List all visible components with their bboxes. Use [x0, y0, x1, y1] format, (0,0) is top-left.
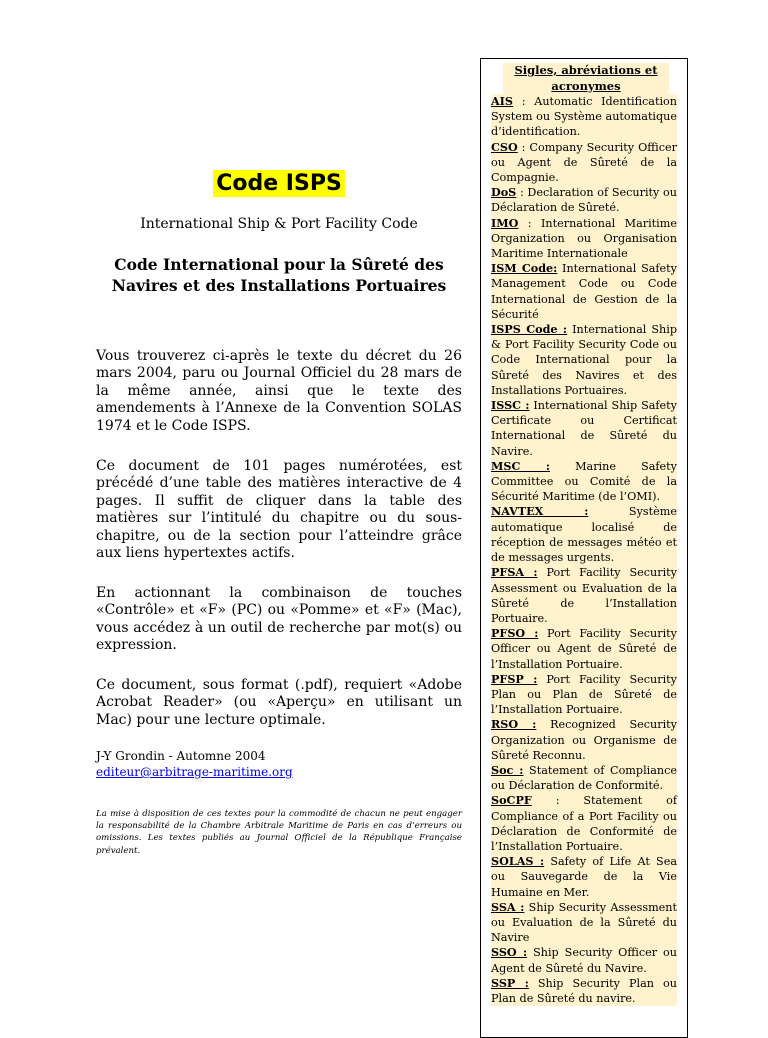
sidebar-title: Sigles, abréviations et acronymes [503, 63, 669, 94]
acronym-entry [491, 672, 677, 718]
acronym-definition: Ship Security Plan ou Plan de Sûreté du navire. [491, 976, 677, 1005]
acronym-entry [491, 398, 677, 459]
acronym-entry [491, 459, 677, 505]
intro-paragraph-4: Ce document, sous format (.pdf), requiert «Adobe Acrobat Reader» (ou «Aperçu» en utilisant un Mac) pour une lecture optimale. [96, 677, 462, 728]
acronym-definition: Port Facility Security Plan ou Plan de Sûreté de l’Installation Portuaire. [491, 672, 677, 717]
document-subtitle: International Ship & Port Facility Code [140, 216, 418, 232]
acronym-abbr: PFSO : [491, 626, 539, 641]
acronym-abbr: SOLAS : [491, 854, 545, 869]
acronym-definition: International Ship Safety Certificate ou Certificat International de Sûreté du Navire. [491, 399, 677, 458]
acronym-entry [491, 717, 677, 763]
acronym-entry [491, 945, 677, 975]
acronym-abbr: SoCPF [491, 793, 532, 808]
acronym-entry [491, 261, 677, 322]
acronym-abbr: AIS [491, 94, 513, 108]
acronym-abbr: RSO : [491, 717, 537, 732]
acronym-entry [491, 140, 677, 186]
acronym-entry [491, 854, 677, 900]
acronym-definition: : Statement of Compliance of a Port Facility ou Déclaration de Conformité de l’Installation Portuaire. [491, 794, 677, 853]
acronym-abbr: SSP : [491, 975, 529, 990]
acronym-definition: : Declaration of Security ou Déclaration de Sûreté. [491, 186, 677, 215]
acronym-entry [491, 626, 677, 672]
acronym-list [491, 94, 677, 1006]
acronym-abbr: Soc : [491, 762, 524, 777]
acronym-abbr: NAVTEX : [491, 504, 589, 519]
acronym-definition: Système automatique localisé de réception de messages météo et de messages urgents. [491, 505, 677, 565]
title-block [96, 170, 462, 197]
acronym-entry [491, 94, 677, 140]
acronym-entry [491, 793, 677, 854]
acronym-abbr: DoS [491, 185, 517, 200]
acronym-abbr: IMO [491, 215, 519, 230]
acronyms-sidebar [480, 58, 688, 1038]
acronym-abbr: SSO : [491, 945, 528, 960]
acronym-entry [491, 763, 677, 793]
intro-paragraph-1: Vous trouverez ci-après le texte du décret du 26 mars 2004, paru ou Journal Officiel du 28 mars de la même année, ainsi que le texte des amendements à l’Annexe de la Convention SOLAS 1974 et le Code ISPS. [96, 348, 462, 434]
acronym-definition: Statement of Compliance ou Déclaration de Conformité. [491, 763, 677, 793]
acronym-abbr: ISSC : [491, 398, 530, 413]
acronym-entry [491, 185, 677, 215]
acronym-definition: Port Facility Security Assessment ou Evaluation de la Sûreté de l’Installation Portuaire. [491, 566, 677, 625]
acronym-abbr: CSO [491, 139, 518, 154]
intro-paragraph-2: Ce document de 101 pages numérotées, est précédé d’une table des matières interactive de 4 pages. Il suffit de cliquer dans la table des matières sur l’intitulé du chapitre ou du sous-chapitre, ou de la section pour l’atteindre grâce aux liens hypertextes actifs. [96, 458, 462, 562]
acronym-abbr: SSA : [491, 899, 525, 914]
email-link[interactable]: editeur@arbitrage-maritime.org [96, 765, 293, 779]
acronym-definition: International Ship & Port Facility Security Code ou Code International pour la Sûreté des Navires et des Installations Portuaires. [491, 323, 678, 397]
acronym-entry [491, 216, 677, 262]
document-title: Code ISPS [213, 170, 345, 197]
author-line: J-Y Grondin - Automne 2004 [96, 749, 266, 763]
acronym-entry [491, 504, 677, 565]
acronym-entry [491, 322, 677, 398]
acronym-entry [491, 976, 677, 1006]
acronym-abbr: ISM Code: [491, 261, 558, 276]
disclaimer: La mise à disposition de ces textes pour la commodité de chacun ne peut engager la responsabilité de la Chambre Arbitrale Maritime de Paris en cas d’erreurs ou omissions. Les textes publiés au Journal Officiel de la République Française prévalent. [96, 809, 462, 856]
acronym-definition: Ship Security Assessment ou Evaluation de la Sûreté du Navire [491, 900, 677, 945]
acronym-definition: Marine Safety Committee ou Comité de la Sécurité Maritime (de l’OMI). [491, 459, 677, 504]
acronym-definition: : Automatic Identification System ou Système automatique d’identification. [491, 95, 677, 139]
acronym-definition: Safety of Life At Sea ou Sauvegarde de la Vie Humaine en Mer. [491, 855, 677, 899]
acronym-abbr: PFSA : [491, 565, 538, 580]
acronym-entry [491, 900, 677, 946]
acronym-abbr: PFSP : [491, 671, 538, 686]
acronym-abbr: MSC : [491, 458, 550, 473]
document-heading: Code International pour la Sûreté des Navires et des Installations Portuaires [111, 255, 447, 295]
acronym-entry [491, 565, 677, 626]
acronym-abbr: ISPS Code : [491, 322, 568, 337]
intro-paragraph-3: En actionnant la combinaison de touches «Contrôle» et «F» (PC) ou «Pomme» et «F» (Mac), vous accédez à un outil de recherche par mot(s) ou expression. [96, 585, 462, 654]
acronym-definition: Port Facility Security Officer ou Agent de Sûreté de l’Installation Portuaire. [491, 627, 677, 671]
author-block [96, 748, 293, 780]
acronym-definition: Ship Security Officer ou Agent de Sûreté du Navire. [491, 946, 677, 975]
acronym-definition: Recognized Security Organization ou Organisme de Sûreté Reconnu. [491, 718, 677, 762]
acronym-definition: : International Maritime Organization ou Organisation Maritime Internationale [491, 216, 677, 261]
acronym-definition: International Safety Management Code ou Code International de Gestion de la Sécurité [491, 262, 677, 321]
acronym-definition: : Company Security Officer ou Agent de Sûreté de la Compagnie. [491, 140, 677, 185]
